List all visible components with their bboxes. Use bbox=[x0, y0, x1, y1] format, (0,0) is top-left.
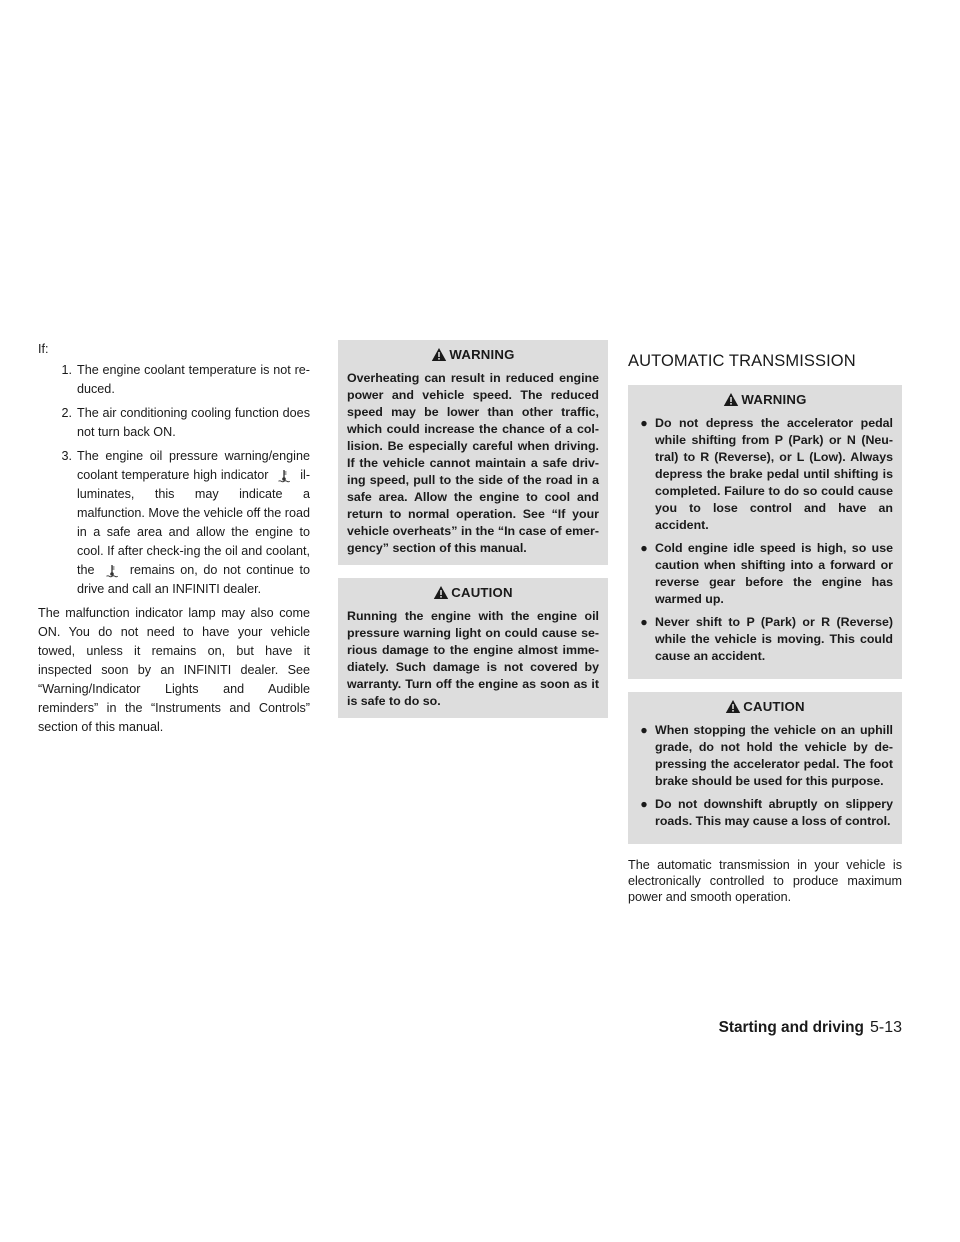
caution-box bbox=[338, 578, 608, 718]
bullet: ● bbox=[640, 615, 648, 629]
left-column bbox=[38, 340, 310, 737]
bullet-text: Never shift to P (Park) or R (Reverse) while the vehicle is moving. This could cause an accident. bbox=[655, 615, 893, 663]
list-item bbox=[38, 447, 310, 599]
bullet-text: Do not depress the accelerator pedal while shifting from P (Park) or N (Neu-tral) to R (Reverse), or L (Low). Always depress the brake pedal until shifting is completed. Failure to do so could cause you to lose control and have an accident. bbox=[655, 416, 893, 532]
warning-triangle-icon bbox=[725, 699, 741, 714]
warning-box bbox=[628, 385, 902, 679]
caution-list bbox=[637, 722, 893, 830]
list-item bbox=[637, 796, 893, 830]
warning-box bbox=[338, 340, 608, 565]
page-number: 5-13 bbox=[869, 1019, 902, 1036]
intro-text: If: bbox=[38, 342, 49, 356]
step-text: The air conditioning cooling function does not turn back ON. bbox=[77, 406, 310, 439]
warning-text: Overheating can result in reduced engine power and vehicle speed. The reduced speed may be lower than other traffic, which could increase the chance of a col-lision. Be especially careful when driving. If the vehicle cannot maintain a safe driv-ing speed, pull to the side of the road in a safe area. Allow the engine to cool and return to normal operation. See “If your vehicle overheats” in the “In case of emer-gency” section of this manual. bbox=[347, 371, 599, 555]
step-number: 1. bbox=[61, 363, 72, 377]
warning-triangle-icon bbox=[433, 585, 449, 600]
list-item bbox=[637, 540, 893, 608]
coolant-temperature-icon bbox=[100, 564, 124, 578]
bullet-text: Cold engine idle speed is high, so use caution when shifting into a forward or reverse gear before the engine has warmed up. bbox=[655, 541, 893, 606]
warning-header bbox=[637, 391, 893, 408]
list-item bbox=[38, 404, 310, 442]
list-item bbox=[637, 415, 893, 534]
middle-column bbox=[338, 340, 608, 731]
caution-box bbox=[628, 692, 902, 844]
warning-header bbox=[347, 346, 599, 363]
bullet: ● bbox=[640, 723, 648, 737]
steps-list bbox=[38, 361, 310, 599]
right-column bbox=[628, 340, 902, 905]
caution-title: CAUTION bbox=[451, 585, 513, 600]
list-item bbox=[38, 361, 310, 399]
warning-triangle-icon bbox=[431, 347, 447, 362]
caution-title: CAUTION bbox=[743, 699, 805, 714]
transmission-paragraph: The automatic transmission in your vehicle is electronically controlled to produce maximum power and smooth operation. bbox=[628, 858, 902, 904]
bullet: ● bbox=[640, 416, 648, 430]
step-text: The engine coolant temperature is not re-duced. bbox=[77, 363, 310, 396]
warning-title: WARNING bbox=[449, 347, 515, 362]
bullet-text: When stopping the vehicle on an uphill grade, do not hold the vehicle by de-pressing the accelerator pedal. The foot brake should be used for this purpose. bbox=[655, 723, 893, 788]
step-text bbox=[77, 447, 310, 599]
bullet: ● bbox=[640, 541, 648, 555]
step-text-part: The engine oil pressure warning/engine coolant temperature high indicator bbox=[77, 449, 310, 482]
warning-triangle-icon bbox=[723, 392, 739, 407]
page-footer bbox=[718, 1019, 902, 1037]
footer-section-title: Starting and driving bbox=[718, 1019, 864, 1036]
section-title: AUTOMATIC TRANSMISSION bbox=[628, 352, 856, 370]
bullet-text: Do not downshift abruptly on slippery roads. This may cause a loss of control. bbox=[655, 797, 893, 828]
step-number: 2. bbox=[61, 406, 72, 420]
warning-list bbox=[637, 415, 893, 665]
step-text-part: il-luminates, this may indicate a malfunction. Move the vehicle off the road in a safe area and allow the engine to cool. If after check-ing the oil and coolant, the bbox=[77, 468, 311, 577]
caution-text: Running the engine with the engine oil pressure warning light on could cause se-rious damage to the engine almost imme-diately. Such damage is not covered by warranty. Turn off the engine as soon as it is safe to do so. bbox=[347, 609, 599, 708]
malfunction-paragraph: The malfunction indicator lamp may also come ON. You do not need to have your vehicle towed, unless it remains on, but have it inspected soon by an INFINITI dealer. See “Warning/Indicator Lights and Audible reminders” in the “Instruments and Controls” section of this manual. bbox=[38, 606, 310, 734]
caution-header bbox=[637, 698, 893, 715]
caution-header bbox=[347, 584, 599, 601]
coolant-temperature-icon bbox=[272, 469, 296, 483]
bullet: ● bbox=[640, 797, 648, 811]
warning-title: WARNING bbox=[741, 392, 807, 407]
step-text-part: remains on, do not continue to drive and call an INFINITI dealer. bbox=[77, 563, 311, 596]
list-item bbox=[637, 722, 893, 790]
list-item bbox=[637, 614, 893, 665]
step-number: 3. bbox=[61, 449, 72, 463]
